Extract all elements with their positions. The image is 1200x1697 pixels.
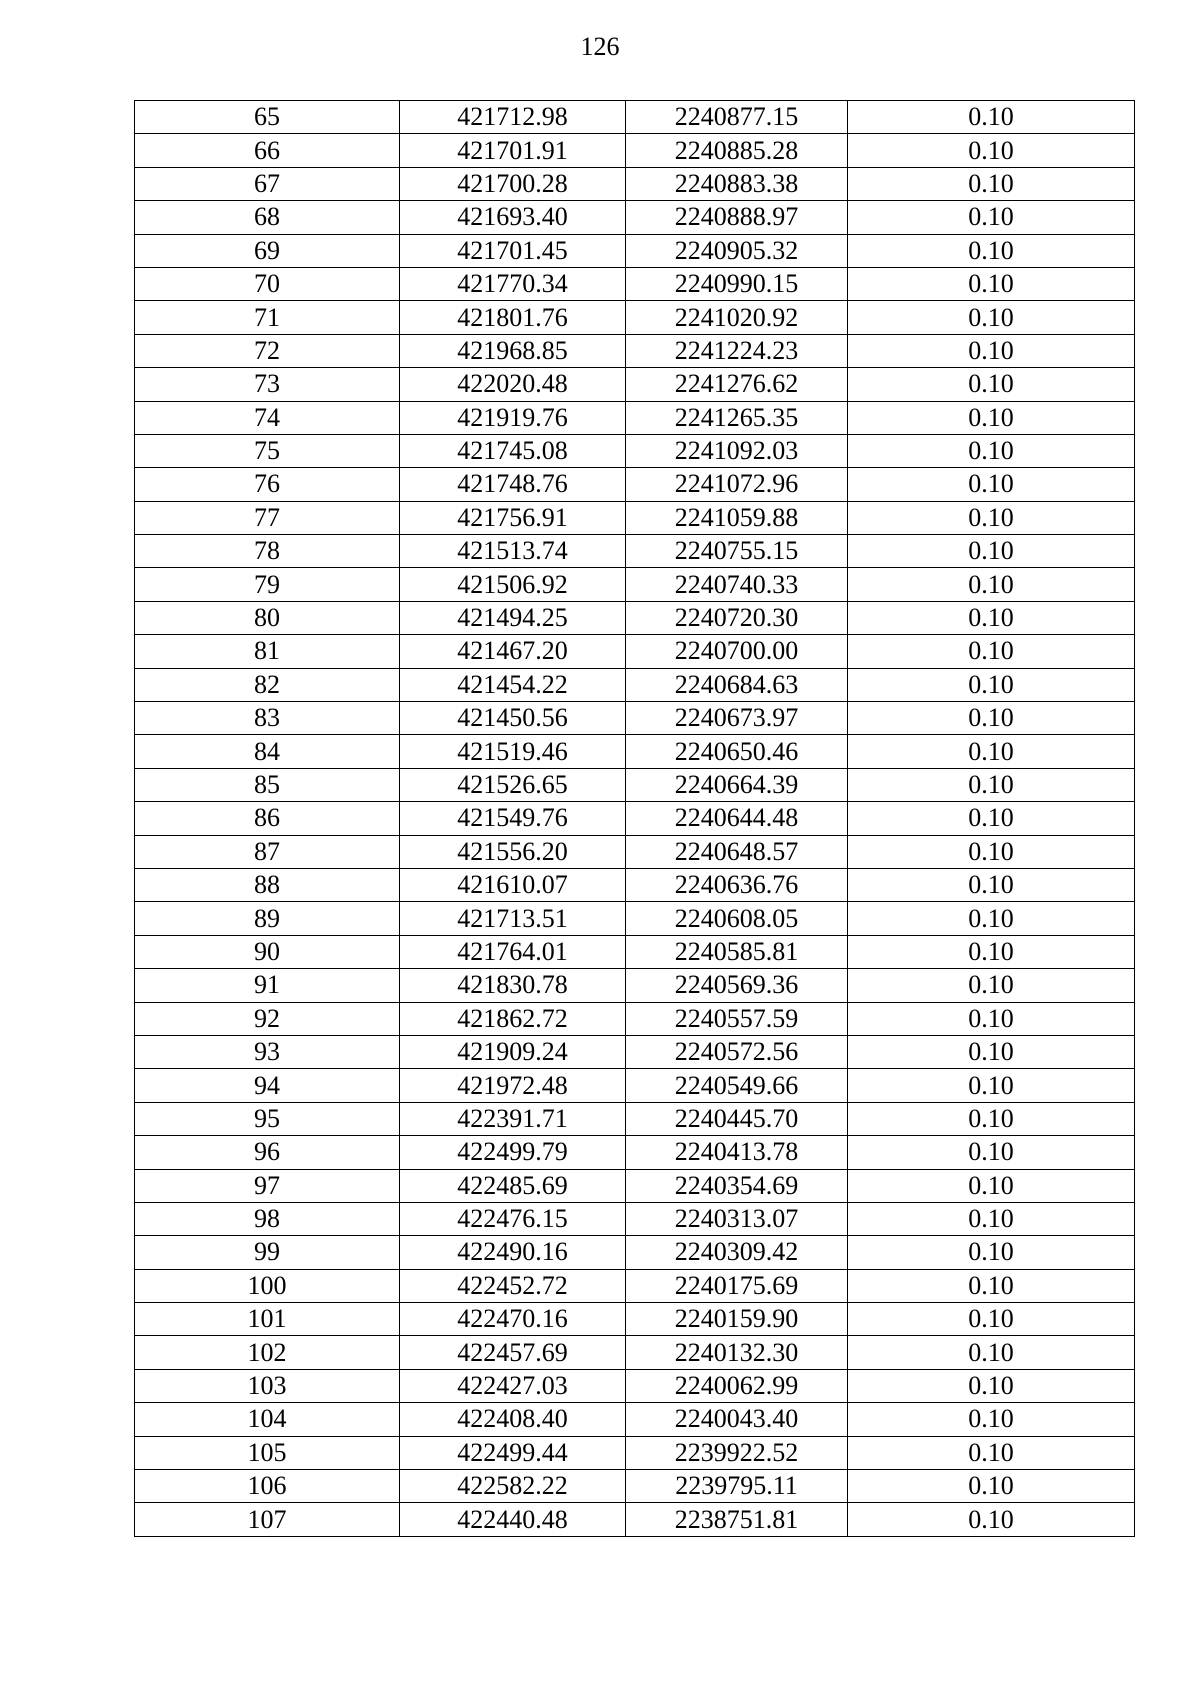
table-row: [135, 535, 1135, 568]
tolerance-cell: 0.10: [848, 1269, 1135, 1302]
point-number-cell: 77: [135, 501, 400, 534]
tolerance-cell: 0.10: [848, 868, 1135, 901]
table-row: [135, 802, 1135, 835]
y-coordinate-cell: 2241092.03: [626, 434, 848, 467]
x-coordinate-cell: 421549.76: [400, 802, 626, 835]
x-coordinate-cell: 421519.46: [400, 735, 626, 768]
y-coordinate-cell: 2239922.52: [626, 1436, 848, 1469]
point-number-cell: 95: [135, 1102, 400, 1135]
point-number-cell: 99: [135, 1236, 400, 1269]
table-row: [135, 501, 1135, 534]
x-coordinate-cell: 421713.51: [400, 902, 626, 935]
tolerance-cell: 0.10: [848, 902, 1135, 935]
x-coordinate-cell: 421830.78: [400, 969, 626, 1002]
table-row: [135, 768, 1135, 801]
x-coordinate-cell: 421712.98: [400, 101, 626, 134]
table-row: [135, 1269, 1135, 1302]
table-row: [135, 434, 1135, 467]
point-number-cell: 74: [135, 401, 400, 434]
y-coordinate-cell: 2240062.99: [626, 1369, 848, 1402]
tolerance-cell: 0.10: [848, 1035, 1135, 1068]
y-coordinate-cell: 2240740.33: [626, 568, 848, 601]
tolerance-cell: 0.10: [848, 501, 1135, 534]
x-coordinate-cell: 421700.28: [400, 167, 626, 200]
x-coordinate-cell: 422440.48: [400, 1503, 626, 1536]
y-coordinate-cell: 2240720.30: [626, 601, 848, 634]
table-row: [135, 635, 1135, 668]
point-number-cell: 105: [135, 1436, 400, 1469]
table-row: [135, 1470, 1135, 1503]
x-coordinate-cell: 421450.56: [400, 702, 626, 735]
y-coordinate-cell: 2241265.35: [626, 401, 848, 434]
page-number: 126: [580, 32, 620, 61]
x-coordinate-cell: 422476.15: [400, 1202, 626, 1235]
y-coordinate-cell: 2240684.63: [626, 668, 848, 701]
y-coordinate-cell: 2240043.40: [626, 1403, 848, 1436]
point-number-cell: 69: [135, 234, 400, 267]
x-coordinate-cell: 421506.92: [400, 568, 626, 601]
y-coordinate-cell: 2240700.00: [626, 635, 848, 668]
tolerance-cell: 0.10: [848, 601, 1135, 634]
x-coordinate-cell: 421770.34: [400, 267, 626, 300]
x-coordinate-cell: 421756.91: [400, 501, 626, 534]
x-coordinate-cell: 421862.72: [400, 1002, 626, 1035]
tolerance-cell: 0.10: [848, 702, 1135, 735]
tolerance-cell: 0.10: [848, 301, 1135, 334]
tolerance-cell: 0.10: [848, 635, 1135, 668]
tolerance-cell: 0.10: [848, 802, 1135, 835]
point-number-cell: 106: [135, 1470, 400, 1503]
x-coordinate-cell: 422452.72: [400, 1269, 626, 1302]
y-coordinate-cell: 2240648.57: [626, 835, 848, 868]
x-coordinate-cell: 421556.20: [400, 835, 626, 868]
table-row: [135, 1336, 1135, 1369]
table-row: [135, 1102, 1135, 1135]
point-number-cell: 102: [135, 1336, 400, 1369]
x-coordinate-cell: 421909.24: [400, 1035, 626, 1068]
point-number-cell: 68: [135, 201, 400, 234]
tolerance-cell: 0.10: [848, 368, 1135, 401]
y-coordinate-cell: 2240569.36: [626, 969, 848, 1002]
y-coordinate-cell: 2240885.28: [626, 134, 848, 167]
y-coordinate-cell: 2240175.69: [626, 1269, 848, 1302]
point-number-cell: 100: [135, 1269, 400, 1302]
point-number-cell: 67: [135, 167, 400, 200]
tolerance-cell: 0.10: [848, 1069, 1135, 1102]
x-coordinate-cell: 422485.69: [400, 1169, 626, 1202]
tolerance-cell: 0.10: [848, 1102, 1135, 1135]
y-coordinate-cell: 2240309.42: [626, 1236, 848, 1269]
tolerance-cell: 0.10: [848, 835, 1135, 868]
x-coordinate-cell: 422470.16: [400, 1303, 626, 1336]
y-coordinate-cell: 2240888.97: [626, 201, 848, 234]
point-number-cell: 75: [135, 434, 400, 467]
point-number-cell: 91: [135, 969, 400, 1002]
point-number-cell: 88: [135, 868, 400, 901]
table-row: [135, 1035, 1135, 1068]
point-number-cell: 71: [135, 301, 400, 334]
table-row: [135, 1503, 1135, 1536]
x-coordinate-cell: 421494.25: [400, 601, 626, 634]
point-number-cell: 76: [135, 468, 400, 501]
y-coordinate-cell: 2240644.48: [626, 802, 848, 835]
tolerance-cell: 0.10: [848, 101, 1135, 134]
x-coordinate-cell: 422499.44: [400, 1436, 626, 1469]
table-row: [135, 868, 1135, 901]
y-coordinate-cell: 2240549.66: [626, 1069, 848, 1102]
tolerance-cell: 0.10: [848, 535, 1135, 568]
table-row: [135, 334, 1135, 367]
tolerance-cell: 0.10: [848, 1503, 1135, 1536]
tolerance-cell: 0.10: [848, 434, 1135, 467]
y-coordinate-cell: 2240585.81: [626, 935, 848, 968]
x-coordinate-cell: 422499.79: [400, 1136, 626, 1169]
table-row: [135, 368, 1135, 401]
x-coordinate-cell: 421467.20: [400, 635, 626, 668]
tolerance-cell: 0.10: [848, 1303, 1135, 1336]
y-coordinate-cell: 2240755.15: [626, 535, 848, 568]
table-row: [135, 835, 1135, 868]
point-number-cell: 89: [135, 902, 400, 935]
y-coordinate-cell: 2240664.39: [626, 768, 848, 801]
table-row: [135, 902, 1135, 935]
point-number-cell: 85: [135, 768, 400, 801]
table-row: [135, 1202, 1135, 1235]
tolerance-cell: 0.10: [848, 1336, 1135, 1369]
tolerance-cell: 0.10: [848, 134, 1135, 167]
point-number-cell: 84: [135, 735, 400, 768]
point-number-cell: 80: [135, 601, 400, 634]
point-number-cell: 94: [135, 1069, 400, 1102]
x-coordinate-cell: 421701.45: [400, 234, 626, 267]
table-row: [135, 1236, 1135, 1269]
table-row: [135, 1436, 1135, 1469]
table-row: [135, 668, 1135, 701]
table-row: [135, 1002, 1135, 1035]
point-number-cell: 92: [135, 1002, 400, 1035]
x-coordinate-cell: 421701.91: [400, 134, 626, 167]
x-coordinate-cell: 421968.85: [400, 334, 626, 367]
coordinates-table: [134, 100, 1135, 1537]
x-coordinate-cell: 421745.08: [400, 434, 626, 467]
point-number-cell: 103: [135, 1369, 400, 1402]
table-row: [135, 234, 1135, 267]
point-number-cell: 78: [135, 535, 400, 568]
x-coordinate-cell: 422490.16: [400, 1236, 626, 1269]
table-row: [135, 735, 1135, 768]
tolerance-cell: 0.10: [848, 735, 1135, 768]
tolerance-cell: 0.10: [848, 768, 1135, 801]
x-coordinate-cell: 421610.07: [400, 868, 626, 901]
point-number-cell: 66: [135, 134, 400, 167]
y-coordinate-cell: 2240557.59: [626, 1002, 848, 1035]
y-coordinate-cell: 2240877.15: [626, 101, 848, 134]
tolerance-cell: 0.10: [848, 334, 1135, 367]
tolerance-cell: 0.10: [848, 1136, 1135, 1169]
tolerance-cell: 0.10: [848, 1369, 1135, 1402]
y-coordinate-cell: 2240673.97: [626, 702, 848, 735]
y-coordinate-cell: 2240650.46: [626, 735, 848, 768]
point-number-cell: 73: [135, 368, 400, 401]
point-number-cell: 81: [135, 635, 400, 668]
point-number-cell: 96: [135, 1136, 400, 1169]
x-coordinate-cell: 422582.22: [400, 1470, 626, 1503]
table-row: [135, 1069, 1135, 1102]
y-coordinate-cell: 2240905.32: [626, 234, 848, 267]
table-row: [135, 167, 1135, 200]
point-number-cell: 82: [135, 668, 400, 701]
tolerance-cell: 0.10: [848, 568, 1135, 601]
x-coordinate-cell: 422408.40: [400, 1403, 626, 1436]
y-coordinate-cell: 2241059.88: [626, 501, 848, 534]
tolerance-cell: 0.10: [848, 969, 1135, 1002]
point-number-cell: 98: [135, 1202, 400, 1235]
tolerance-cell: 0.10: [848, 468, 1135, 501]
y-coordinate-cell: 2239795.11: [626, 1470, 848, 1503]
x-coordinate-cell: 421972.48: [400, 1069, 626, 1102]
x-coordinate-cell: 421748.76: [400, 468, 626, 501]
table-row: [135, 468, 1135, 501]
table-row: [135, 1403, 1135, 1436]
y-coordinate-cell: 2238751.81: [626, 1503, 848, 1536]
table-body: [135, 101, 1135, 1537]
y-coordinate-cell: 2240883.38: [626, 167, 848, 200]
table-row: [135, 601, 1135, 634]
point-number-cell: 72: [135, 334, 400, 367]
table-row: [135, 267, 1135, 300]
x-coordinate-cell: 421693.40: [400, 201, 626, 234]
table-row: [135, 1136, 1135, 1169]
point-number-cell: 83: [135, 702, 400, 735]
point-number-cell: 93: [135, 1035, 400, 1068]
x-coordinate-cell: 421526.65: [400, 768, 626, 801]
y-coordinate-cell: 2240608.05: [626, 902, 848, 935]
tolerance-cell: 0.10: [848, 935, 1135, 968]
table-row: [135, 101, 1135, 134]
table-row: [135, 1169, 1135, 1202]
y-coordinate-cell: 2240354.69: [626, 1169, 848, 1202]
table-row: [135, 201, 1135, 234]
tolerance-cell: 0.10: [848, 1236, 1135, 1269]
x-coordinate-cell: 422020.48: [400, 368, 626, 401]
point-number-cell: 79: [135, 568, 400, 601]
tolerance-cell: 0.10: [848, 1403, 1135, 1436]
table-row: [135, 1303, 1135, 1336]
tolerance-cell: 0.10: [848, 1002, 1135, 1035]
x-coordinate-cell: 422427.03: [400, 1369, 626, 1402]
table-row: [135, 134, 1135, 167]
y-coordinate-cell: 2240132.30: [626, 1336, 848, 1369]
tolerance-cell: 0.10: [848, 201, 1135, 234]
point-number-cell: 107: [135, 1503, 400, 1536]
x-coordinate-cell: 422457.69: [400, 1336, 626, 1369]
y-coordinate-cell: 2240413.78: [626, 1136, 848, 1169]
point-number-cell: 104: [135, 1403, 400, 1436]
table-row: [135, 568, 1135, 601]
tolerance-cell: 0.10: [848, 1202, 1135, 1235]
table-row: [135, 301, 1135, 334]
point-number-cell: 90: [135, 935, 400, 968]
y-coordinate-cell: 2241276.62: [626, 368, 848, 401]
tolerance-cell: 0.10: [848, 1436, 1135, 1469]
x-coordinate-cell: 422391.71: [400, 1102, 626, 1135]
x-coordinate-cell: 421513.74: [400, 535, 626, 568]
y-coordinate-cell: 2241224.23: [626, 334, 848, 367]
y-coordinate-cell: 2241020.92: [626, 301, 848, 334]
point-number-cell: 87: [135, 835, 400, 868]
point-number-cell: 101: [135, 1303, 400, 1336]
tolerance-cell: 0.10: [848, 401, 1135, 434]
y-coordinate-cell: 2240313.07: [626, 1202, 848, 1235]
point-number-cell: 70: [135, 267, 400, 300]
y-coordinate-cell: 2241072.96: [626, 468, 848, 501]
table-row: [135, 969, 1135, 1002]
table-row: [135, 702, 1135, 735]
point-number-cell: 86: [135, 802, 400, 835]
point-number-cell: 97: [135, 1169, 400, 1202]
tolerance-cell: 0.10: [848, 668, 1135, 701]
x-coordinate-cell: 421919.76: [400, 401, 626, 434]
tolerance-cell: 0.10: [848, 1470, 1135, 1503]
point-number-cell: 65: [135, 101, 400, 134]
y-coordinate-cell: 2240990.15: [626, 267, 848, 300]
y-coordinate-cell: 2240445.70: [626, 1102, 848, 1135]
tolerance-cell: 0.10: [848, 267, 1135, 300]
tolerance-cell: 0.10: [848, 234, 1135, 267]
table-row: [135, 935, 1135, 968]
y-coordinate-cell: 2240159.90: [626, 1303, 848, 1336]
x-coordinate-cell: 421454.22: [400, 668, 626, 701]
y-coordinate-cell: 2240572.56: [626, 1035, 848, 1068]
x-coordinate-cell: 421801.76: [400, 301, 626, 334]
tolerance-cell: 0.10: [848, 167, 1135, 200]
tolerance-cell: 0.10: [848, 1169, 1135, 1202]
table-row: [135, 401, 1135, 434]
x-coordinate-cell: 421764.01: [400, 935, 626, 968]
table-row: [135, 1369, 1135, 1402]
y-coordinate-cell: 2240636.76: [626, 868, 848, 901]
